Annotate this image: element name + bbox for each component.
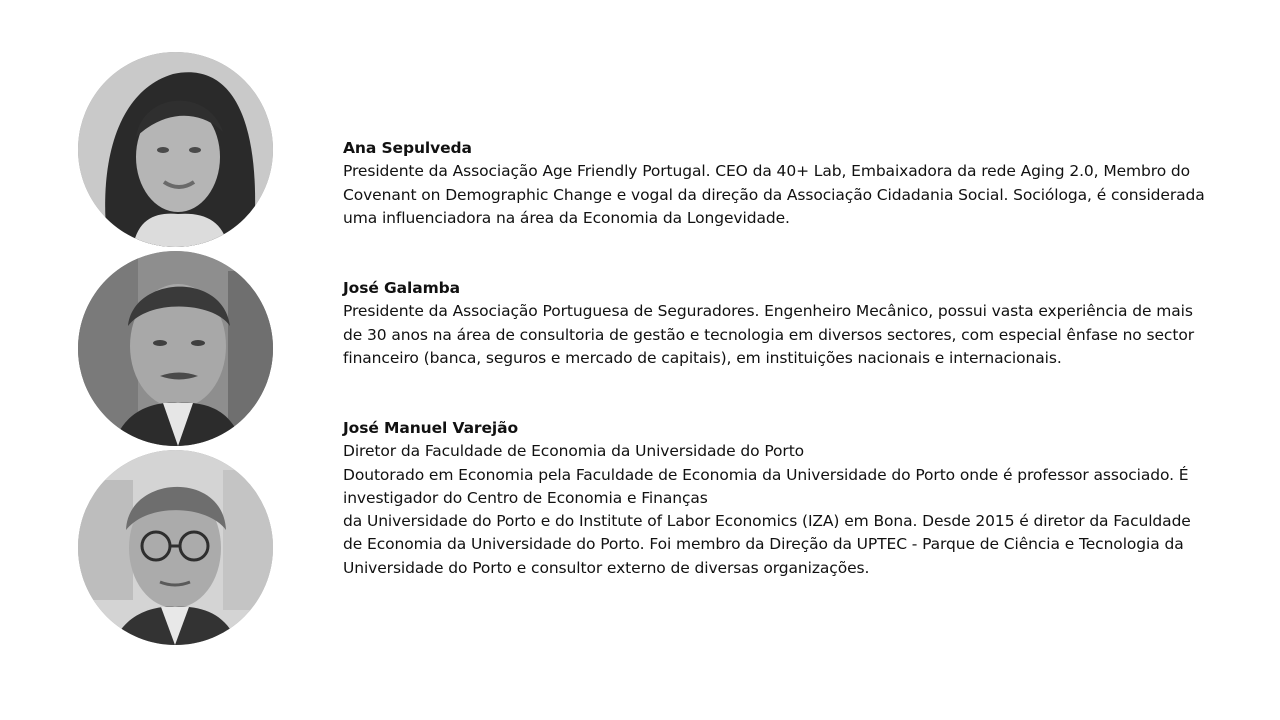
person-name: José Manuel Varejão xyxy=(343,419,519,437)
bio-line: uma influenciadora na área da Economia da Longevidade. xyxy=(343,208,790,227)
bio-line: Universidade do Porto e consultor externo de diversas organizações. xyxy=(343,558,870,577)
bio-line: Diretor da Faculdade de Economia da Universidade do Porto xyxy=(343,442,805,461)
bio-line: Doutorado em Economia pela Faculdade de Economia da Universidade do Porto onde é professor associado. É xyxy=(343,465,1189,484)
bio-jose-manuel-varejao xyxy=(343,417,1223,580)
bio-line: de 30 anos na área de consultoria de gestão e tecnologia em diversos sectores, com especial ênfase no sector xyxy=(343,325,1194,344)
portrait-photo xyxy=(78,251,273,446)
person-name: José Galamba xyxy=(343,279,461,297)
bio-line: investigador do Centro de Economia e Finanças xyxy=(343,488,708,507)
bio-line: Presidente da Associação Portuguesa de Seguradores. Engenheiro Mecânico, possui vasta experiência de mais xyxy=(343,302,1193,321)
portrait-jose-galamba xyxy=(78,251,273,446)
portrait-ana-sepulveda xyxy=(78,52,273,247)
bio-line: Covenant on Demographic Change e vogal da direção da Associação Cidadania Social. Socióloga, é considerada xyxy=(343,185,1205,204)
bio-line: da Universidade do Porto e do Institute of Labor Economics (IZA) em Bona. Desde 2015 é diretor da Faculdade xyxy=(343,512,1191,531)
portrait-photo xyxy=(78,450,273,645)
bio-line: de Economia da Universidade do Porto. Foi membro da Direção da UPTEC - Parque de Ciência e Tecnologia da xyxy=(343,535,1184,554)
bio-ana-sepulveda xyxy=(343,137,1223,230)
bio-line: Presidente da Associação Age Friendly Portugal. CEO da 40+ Lab, Embaixadora da rede Aging 2.0, Membro do xyxy=(343,162,1191,181)
portrait-photo xyxy=(78,52,273,247)
bio-line: financeiro (banca, seguros e mercado de capitais), em instituições nacionais e internacionais. xyxy=(343,348,1062,367)
portrait-jose-manuel-varejao xyxy=(78,450,273,645)
bio-jose-galamba xyxy=(343,277,1223,370)
person-name: Ana Sepulveda xyxy=(343,139,472,157)
